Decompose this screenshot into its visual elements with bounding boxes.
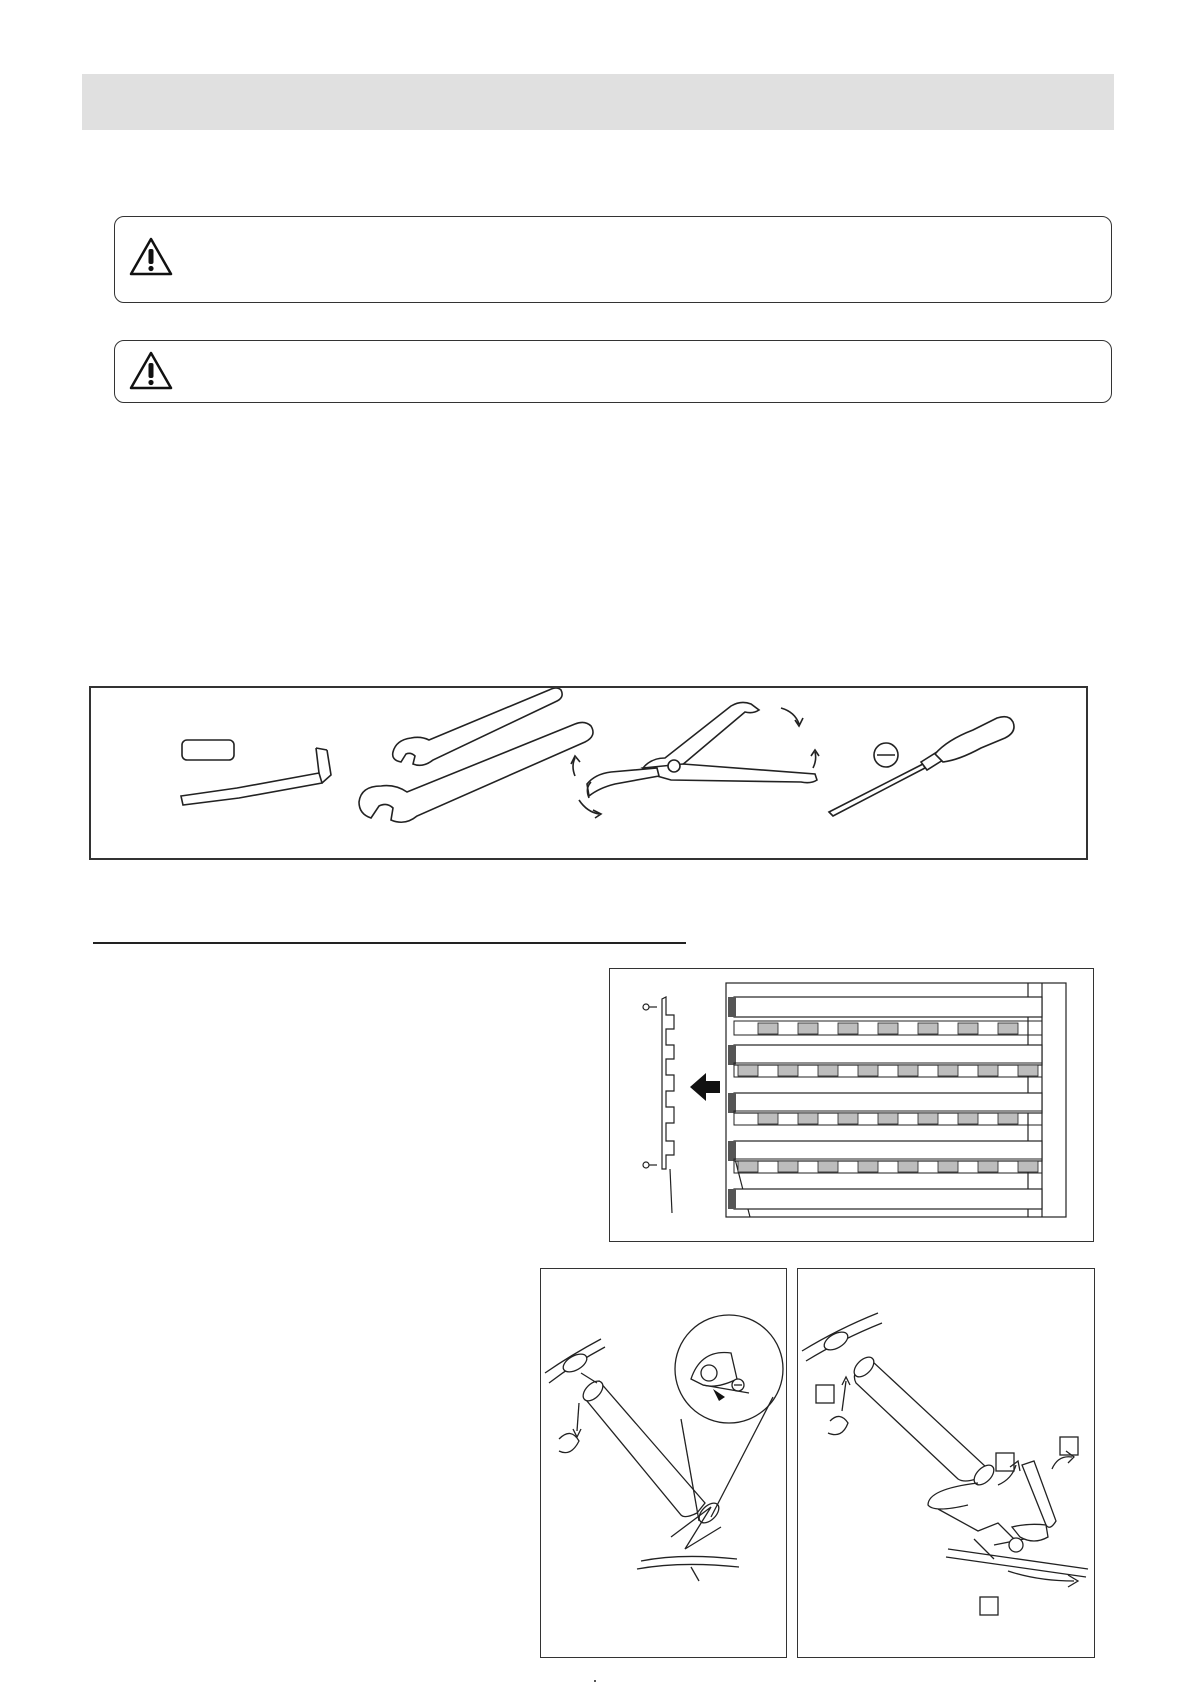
belt-pad bbox=[1018, 1065, 1038, 1076]
belt-pad bbox=[918, 1113, 938, 1124]
belt-pad bbox=[998, 1023, 1018, 1034]
circlip-pliers-icon bbox=[571, 702, 819, 818]
roller-end bbox=[728, 1189, 736, 1209]
figure-roller-removal-right bbox=[797, 1268, 1095, 1658]
belt-pad bbox=[838, 1113, 858, 1124]
belt-pad bbox=[978, 1065, 998, 1076]
page-mark bbox=[594, 1680, 596, 1682]
belt-pad bbox=[998, 1113, 1018, 1124]
flat-screwdriver-icon bbox=[829, 717, 1014, 816]
belt-pad bbox=[778, 1161, 798, 1172]
header-band bbox=[82, 74, 1114, 130]
roller bbox=[734, 1093, 1042, 1113]
conveyor-rollers-frame-icon bbox=[610, 969, 1092, 1240]
warning-notice-2 bbox=[114, 340, 1112, 403]
belt-pad bbox=[878, 1023, 898, 1034]
belt-pad bbox=[978, 1161, 998, 1172]
belt-pad bbox=[858, 1161, 878, 1172]
roller-removal-wrench-icon bbox=[798, 1269, 1093, 1656]
roller bbox=[734, 1189, 1042, 1209]
belt-pad bbox=[898, 1065, 918, 1076]
belt-pad bbox=[818, 1065, 838, 1076]
belt-pad bbox=[738, 1065, 758, 1076]
roller bbox=[734, 1045, 1042, 1065]
belt-pad bbox=[758, 1023, 778, 1034]
belt-pad bbox=[958, 1023, 978, 1034]
belt-pad bbox=[878, 1113, 898, 1124]
open-end-wrench-icon bbox=[359, 688, 593, 822]
belt-pad bbox=[858, 1065, 878, 1076]
roller bbox=[734, 1141, 1042, 1161]
tools-panel bbox=[89, 686, 1088, 860]
belt-pad bbox=[798, 1023, 818, 1034]
roller-end bbox=[728, 1141, 736, 1161]
roller-end bbox=[728, 997, 736, 1017]
belt-pad bbox=[938, 1065, 958, 1076]
belt-pad bbox=[938, 1161, 958, 1172]
roller-end bbox=[728, 1093, 736, 1113]
belt-pad bbox=[1018, 1161, 1038, 1172]
belt-pad bbox=[758, 1113, 778, 1124]
belt-pad bbox=[818, 1161, 838, 1172]
belt-pad bbox=[958, 1113, 978, 1124]
figure-roller-removal-left bbox=[540, 1268, 787, 1658]
warning-triangle-icon bbox=[129, 351, 173, 391]
hex-key-icon bbox=[181, 740, 331, 805]
section-divider bbox=[93, 942, 686, 944]
figure-conveyor-frame bbox=[609, 968, 1094, 1242]
roller bbox=[734, 997, 1042, 1017]
warning-triangle-icon bbox=[129, 237, 173, 277]
warning-notice-1 bbox=[114, 216, 1112, 303]
belt-pad bbox=[898, 1161, 918, 1172]
belt-pad bbox=[918, 1023, 938, 1034]
belt-pad bbox=[798, 1113, 818, 1124]
roller-removal-screwdriver-icon bbox=[541, 1269, 785, 1656]
belt-pad bbox=[738, 1161, 758, 1172]
roller-end bbox=[728, 1045, 736, 1065]
belt-pad bbox=[778, 1065, 798, 1076]
belt-pad bbox=[838, 1023, 858, 1034]
